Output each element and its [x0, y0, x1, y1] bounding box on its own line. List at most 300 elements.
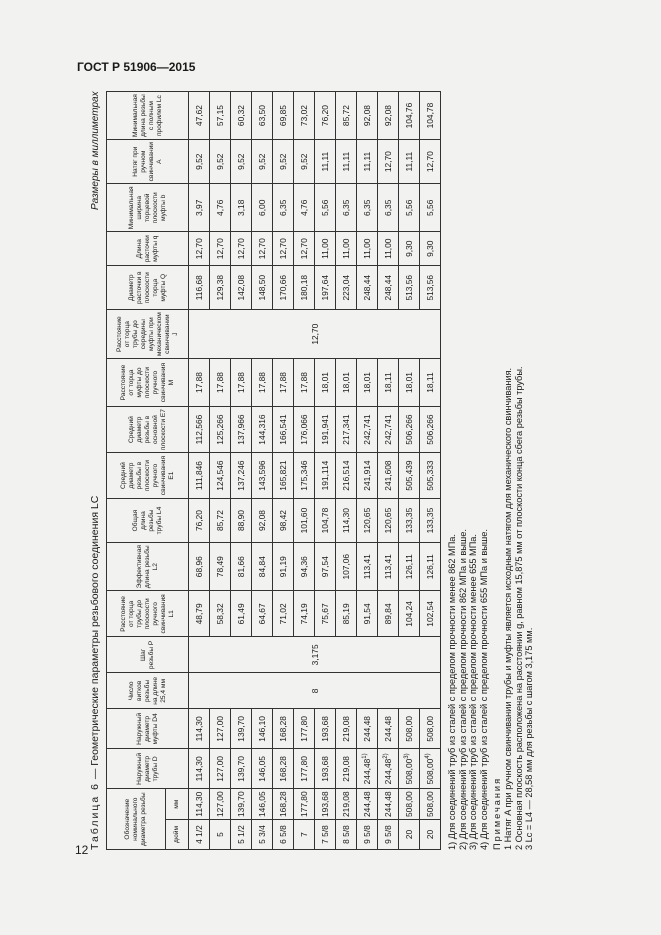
cell-L1	[420, 591, 441, 637]
cell-inch	[378, 820, 399, 850]
cell-Q	[294, 266, 315, 310]
cell-b	[420, 184, 441, 232]
cell-inch-value: 9 5/8	[362, 825, 372, 844]
cell-Q-value: 513,56	[425, 274, 435, 301]
notes-title: Примечания	[492, 776, 503, 850]
cell-L1-value: 102,54	[425, 601, 435, 627]
cell-A	[315, 140, 336, 184]
cell-E1	[399, 453, 420, 499]
cell-A-value: 11,11	[404, 151, 414, 172]
col-D: Наружный диаметр трубы D	[107, 749, 189, 789]
table-caption-prefix: Таблица 6	[89, 782, 101, 850]
cell-L1-value: 74,19	[299, 603, 309, 625]
cell-b	[336, 184, 357, 232]
cell-b-value: 6,35	[278, 199, 288, 216]
cell-Q	[315, 266, 336, 310]
cell-D-value: 193,68	[320, 756, 330, 782]
cell-E7	[336, 407, 357, 453]
cell-D4-value: 139,70	[236, 716, 246, 742]
cell-mm	[231, 789, 252, 820]
cell-D-value: 508,00	[404, 758, 414, 785]
cell-E1	[273, 453, 294, 499]
cell-D4	[273, 709, 294, 749]
table-row	[252, 92, 273, 850]
cell-mm	[252, 789, 273, 820]
cell-L4-value: 104,78	[320, 507, 330, 534]
cell-E1	[336, 453, 357, 499]
cell-A	[399, 140, 420, 184]
table-caption-text: — Геометрические параметры резьбового соединения LC	[89, 495, 101, 783]
cell-A	[357, 140, 378, 184]
cell-b	[294, 184, 315, 232]
cell-q-value: 12,70	[215, 238, 225, 260]
cell-D	[399, 749, 420, 789]
footnote-ref: 1)	[362, 753, 369, 759]
cell-Lc	[231, 92, 252, 140]
cell-D4	[399, 709, 420, 749]
cell-M	[336, 359, 357, 407]
cell-b	[378, 184, 399, 232]
col-L2: Эффективная длина резьбы L2	[107, 543, 189, 591]
col-L1: Расстояние от торца трубы до плоскости ручного свинчивания L1	[107, 591, 189, 637]
cell-L1	[336, 591, 357, 637]
cell-A	[252, 140, 273, 184]
cell-Lc	[315, 92, 336, 140]
cell-L4-value: 120,65	[362, 507, 372, 534]
cell-Lc	[336, 92, 357, 140]
cell-Lc-value: 63,50	[257, 105, 267, 127]
cell-b-value: 4,76	[215, 199, 225, 216]
cell-A	[189, 140, 210, 184]
cell-D	[189, 749, 210, 789]
cell-Q	[357, 266, 378, 310]
cell-A-value: 9,52	[299, 153, 309, 170]
cell-Lc	[210, 92, 231, 140]
cell-D4-value: 177,80	[299, 716, 309, 742]
cell-D4-value: 219,08	[341, 716, 351, 742]
cell-M-value: 18,01	[362, 372, 372, 394]
cell-L2	[273, 543, 294, 591]
cell-L2	[252, 543, 273, 591]
cell-L4	[378, 499, 399, 543]
cell-M-value: 17,88	[257, 372, 267, 394]
cell-E1-value: 124,546	[215, 460, 225, 491]
col-L4: Общая длина резьбы трубы L4	[107, 499, 189, 543]
cell-b-value: 5,56	[404, 199, 414, 216]
cell-Q-value: 148,50	[257, 274, 267, 301]
cell-L1	[189, 591, 210, 637]
cell-Q-value: 513,56	[404, 274, 414, 301]
cell-L1-value: 89,84	[383, 603, 393, 625]
cell-E7	[231, 407, 252, 453]
cell-q	[399, 232, 420, 266]
cell-Q-value: 116,68	[194, 275, 204, 301]
cell-Q	[189, 266, 210, 310]
cell-Q-value: 223,04	[341, 274, 351, 301]
col-M: Расстояние от торца муфты до плоскости ручного свинчивания M	[107, 359, 189, 407]
cell-D4-value: 168,28	[278, 716, 288, 742]
cell-E7-value: 506,266	[425, 414, 435, 445]
cell-A-value: 11,11	[341, 151, 351, 172]
cell-b	[399, 184, 420, 232]
cell-inch	[420, 820, 441, 850]
cell-L1-value: 64,67	[257, 603, 267, 625]
cell-b-value: 6,35	[383, 199, 393, 216]
cell-D	[273, 749, 294, 789]
cell-L2-value: 91,19	[278, 556, 288, 578]
note: 2 Основная плоскость расположена на расстоянии g, равном 15,875 мм от плоскости конца сбега резьбы трубы.	[513, 366, 524, 850]
cell-L2-value: 68,96	[194, 556, 204, 578]
cell-q	[231, 232, 252, 266]
footnotes	[447, 70, 535, 850]
cell-L2	[378, 543, 399, 591]
cell-Lc	[294, 92, 315, 140]
cell-L2-value: 97,54	[320, 556, 330, 578]
cell-D-value: 127,00	[215, 756, 225, 782]
cell-b	[315, 184, 336, 232]
cell-inch-value: 9 5/8	[383, 825, 393, 844]
cell-inch	[252, 820, 273, 850]
cell-M	[294, 359, 315, 407]
cell-M	[357, 359, 378, 407]
cell-M-value: 18,11	[383, 372, 393, 393]
cell-L4-value: 76,20	[194, 510, 204, 532]
cell-E1	[189, 453, 210, 499]
cell-D-value: 177,80	[299, 756, 309, 782]
cell-inch-value: 7	[299, 832, 309, 837]
cell-mm-value: 139,70	[236, 791, 246, 817]
cell-L4-value: 133,35	[425, 507, 435, 534]
cell-M	[189, 359, 210, 407]
cell-M	[399, 359, 420, 407]
cell-b-value: 6,00	[257, 199, 267, 216]
cell-M-value: 17,88	[236, 372, 246, 394]
cell-L4-value: 85,72	[215, 510, 225, 532]
col-E7: Средний диаметр резьбы в основной плоскости E7	[107, 407, 189, 453]
cell-mm-value: 146,05	[257, 791, 267, 817]
footnote-ref: 2)	[383, 753, 390, 759]
cell-L1	[399, 591, 420, 637]
cell-q	[357, 232, 378, 266]
cell-E7-value: 242,741	[362, 414, 372, 445]
cell-b	[252, 184, 273, 232]
cell-L1-value: 91,54	[362, 603, 372, 625]
cell-D-value: 244,48	[383, 758, 393, 785]
cell-A-value: 9,52	[215, 153, 225, 170]
note: 3 Lc = L4 — 28,58 мм для резьбы с шагом 3,175 мм.	[524, 627, 535, 850]
cell-q-value: 12,70	[257, 238, 267, 260]
cell-D4-value: 244,48	[383, 716, 393, 742]
cell-L4	[294, 499, 315, 543]
cell-L1-value: 75,67	[320, 603, 330, 625]
cell-L4	[189, 499, 210, 543]
cell-L1-value: 104,24	[404, 601, 414, 627]
cell-D4-value: 146,10	[257, 716, 267, 742]
cell-D4	[252, 709, 273, 749]
cell-L4-value: 120,65	[383, 507, 393, 534]
cell-threads-merged: 8	[189, 673, 441, 709]
cell-D	[231, 749, 252, 789]
col-D4: Наружный диаметр муфты D4	[107, 709, 189, 749]
cell-mm	[189, 789, 210, 820]
cell-Lc-value: 57,15	[215, 105, 225, 127]
cell-Q	[210, 266, 231, 310]
cell-L2	[399, 543, 420, 591]
cell-M-value: 17,88	[194, 372, 204, 394]
cell-E7	[378, 407, 399, 453]
cell-L2	[357, 543, 378, 591]
cell-mm	[378, 789, 399, 820]
cell-E7	[315, 407, 336, 453]
cell-E7	[189, 407, 210, 453]
cell-A-value: 12,70	[425, 151, 435, 173]
cell-E7-value: 176,066	[299, 414, 309, 445]
cell-L2-value: 81,66	[236, 556, 246, 578]
cell-L1	[231, 591, 252, 637]
cell-D	[210, 749, 231, 789]
cell-q	[378, 232, 399, 266]
cell-q	[273, 232, 294, 266]
cell-L4-value: 92,08	[257, 510, 267, 532]
cell-E7-value: 191,941	[320, 414, 330, 445]
cell-E7	[210, 407, 231, 453]
cell-q-value: 12,70	[236, 238, 246, 260]
cell-L1	[252, 591, 273, 637]
cell-inch-value: 5 3/4	[257, 825, 267, 844]
cell-inch	[189, 820, 210, 850]
cell-D-value: 244,48	[362, 758, 372, 785]
cell-Lc-value: 73,02	[299, 105, 309, 127]
cell-D4	[210, 709, 231, 749]
cell-L1	[273, 591, 294, 637]
cell-M-value: 17,88	[278, 372, 288, 394]
cell-L2-value: 113,41	[383, 554, 393, 580]
cell-M	[231, 359, 252, 407]
cell-D4	[231, 709, 252, 749]
col-Q: Диаметр расточки в плоскости торца муфты Q	[107, 266, 189, 310]
cell-q	[336, 232, 357, 266]
cell-L4-value: 114,30	[341, 508, 351, 534]
cell-inch	[294, 820, 315, 850]
cell-D4-value: 193,68	[320, 716, 330, 742]
cell-inch	[210, 820, 231, 850]
cell-b-value: 6,35	[362, 199, 372, 216]
cell-Lc	[399, 92, 420, 140]
cell-Q-value: 142,08	[236, 274, 246, 301]
cell-M	[273, 359, 294, 407]
table-row	[315, 92, 336, 850]
cell-E7-value: 144,316	[257, 414, 267, 445]
cell-mm-value: 114,30	[194, 791, 204, 817]
cell-D4-value: 127,00	[215, 716, 225, 742]
note: 1 Натяг A при ручном свинчивании трубы и муфты является исходным натягом для механического свинчивания.	[502, 367, 513, 850]
cell-Lc-value: 85,72	[341, 105, 351, 127]
cell-E1-value: 191,114	[320, 460, 330, 491]
cell-L2	[189, 543, 210, 591]
table-row	[399, 92, 420, 850]
cell-M	[378, 359, 399, 407]
cell-q-value: 9,30	[425, 240, 435, 257]
cell-Q	[399, 266, 420, 310]
cell-q-value: 9,30	[404, 240, 414, 257]
table-caption	[88, 70, 106, 850]
cell-E1-value: 216,514	[341, 460, 351, 491]
cell-mm-value: 177,80	[299, 791, 309, 817]
cell-Q-value: 248,44	[362, 274, 372, 301]
col-mm: мм	[166, 789, 189, 820]
cell-b	[210, 184, 231, 232]
cell-D-value: 508,00	[425, 758, 435, 785]
cell-b-value: 5,56	[320, 199, 330, 216]
cell-E1-value: 137,246	[236, 460, 246, 491]
cell-inch-value: 8 5/8	[341, 825, 351, 844]
cell-L4	[420, 499, 441, 543]
cell-E1	[294, 453, 315, 499]
table-row	[336, 92, 357, 850]
table-row	[357, 92, 378, 850]
cell-inch-value: 5 1/2	[236, 825, 246, 844]
footnote: 3) Для соединений труб из сталей с пределом прочности менее 655 МПа.	[468, 534, 479, 850]
table-row	[210, 92, 231, 850]
col-b: Минимальная ширина торцевой плоскости муфты b	[107, 184, 189, 232]
cell-inch	[357, 820, 378, 850]
col-J: Расстояние от торца трубы до середины муфты при механическом свинчивании J	[107, 310, 189, 359]
col-P: Шаг резьбы P	[107, 637, 189, 673]
cell-L4	[399, 499, 420, 543]
cell-L4	[252, 499, 273, 543]
cell-E7-value: 242,741	[383, 414, 393, 445]
cell-Lc	[252, 92, 273, 140]
cell-E1	[357, 453, 378, 499]
cell-Q-value: 248,44	[383, 274, 393, 301]
cell-E1	[420, 453, 441, 499]
cell-L2-value: 94,36	[299, 556, 309, 578]
cell-q-value: 11,00	[341, 238, 351, 259]
table-row	[273, 92, 294, 850]
page-number: 12	[75, 843, 89, 857]
table-row	[420, 92, 441, 850]
cell-mm-value: 508,00	[404, 791, 414, 817]
cell-Q	[252, 266, 273, 310]
cell-Lc-value: 92,08	[362, 105, 372, 127]
cell-D4-value: 508,00	[404, 716, 414, 742]
cell-q-value: 11,00	[320, 238, 330, 259]
cell-E1	[231, 453, 252, 499]
cell-L1	[294, 591, 315, 637]
cell-E1-value: 175,346	[299, 460, 309, 491]
cell-D4	[378, 709, 399, 749]
cell-Q-value: 129,38	[215, 274, 225, 301]
cell-Lc-value: 76,20	[320, 105, 330, 127]
cell-L1	[378, 591, 399, 637]
cell-mm-value: 219,08	[341, 791, 351, 817]
cell-A	[420, 140, 441, 184]
cell-mm-value: 127,00	[215, 791, 225, 817]
cell-mm	[210, 789, 231, 820]
footnote: 4) Для соединений труб из сталей с пределом прочности 655 МПа и выше.	[478, 529, 489, 850]
cell-D4	[357, 709, 378, 749]
cell-q	[315, 232, 336, 266]
cell-inch-value: 5	[215, 832, 225, 837]
cell-Q	[273, 266, 294, 310]
cell-b	[357, 184, 378, 232]
cell-Q-value: 197,64	[320, 274, 330, 301]
cell-E1	[210, 453, 231, 499]
cell-L4	[273, 499, 294, 543]
document-header: ГОСТ Р 51906—2015	[77, 60, 196, 74]
cell-L1-value: 85,19	[341, 603, 351, 625]
cell-L4-value: 133,35	[404, 507, 414, 534]
cell-b-value: 4,76	[299, 199, 309, 216]
cell-D4	[294, 709, 315, 749]
table-row	[294, 92, 315, 850]
cell-L1-value: 61,49	[236, 603, 246, 625]
cell-M-value: 18,01	[341, 372, 351, 394]
cell-inch	[273, 820, 294, 850]
cell-b-value: 3,18	[236, 199, 246, 216]
cell-E1-value: 505,439	[404, 460, 414, 491]
cell-E1-value: 111,846	[194, 461, 204, 491]
cell-D	[336, 749, 357, 789]
cell-L2-value: 84,84	[257, 556, 267, 578]
cell-D4	[315, 709, 336, 749]
cell-D4	[189, 709, 210, 749]
cell-q-value: 11,00	[362, 238, 372, 259]
cell-inch-value: 20	[404, 829, 414, 840]
cell-inch-value: 6 5/8	[278, 825, 288, 844]
cell-Q-value: 180,18	[299, 274, 309, 301]
cell-Lc	[420, 92, 441, 140]
cell-q	[294, 232, 315, 266]
cell-A-value: 9,52	[194, 153, 204, 170]
cell-L4	[315, 499, 336, 543]
cell-E7-value: 166,541	[278, 414, 288, 445]
cell-q-value: 11,00	[383, 238, 393, 259]
cell-D	[294, 749, 315, 789]
cell-A-value: 11,11	[320, 151, 330, 172]
cell-mm	[357, 789, 378, 820]
cell-L2-value: 126,11	[425, 554, 435, 580]
cell-L4	[231, 499, 252, 543]
cell-E7-value: 112,566	[194, 414, 204, 445]
cell-L1-value: 58,32	[215, 603, 225, 625]
cell-M	[252, 359, 273, 407]
cell-E7	[294, 407, 315, 453]
cell-Lc-value: 92,08	[383, 105, 393, 127]
cell-E7	[273, 407, 294, 453]
col-A: Натяг при ручном свинчивании A	[107, 140, 189, 184]
cell-D-value: 168,28	[278, 756, 288, 782]
cell-L1	[315, 591, 336, 637]
cell-mm-value: 244,48	[383, 791, 393, 817]
cell-Q	[336, 266, 357, 310]
cell-b-value: 3,97	[194, 199, 204, 216]
cell-D	[252, 749, 273, 789]
cell-Lc	[273, 92, 294, 140]
cell-inch	[231, 820, 252, 850]
cell-mm	[294, 789, 315, 820]
cell-D4	[336, 709, 357, 749]
cell-L1	[357, 591, 378, 637]
cell-L2	[210, 543, 231, 591]
cell-Lc	[378, 92, 399, 140]
cell-Lc-value: 104,76	[404, 102, 414, 129]
cell-L1-value: 71,02	[278, 603, 288, 625]
cell-L2	[336, 543, 357, 591]
cell-L2	[294, 543, 315, 591]
cell-A-value: 9,52	[257, 153, 267, 170]
cell-M	[210, 359, 231, 407]
